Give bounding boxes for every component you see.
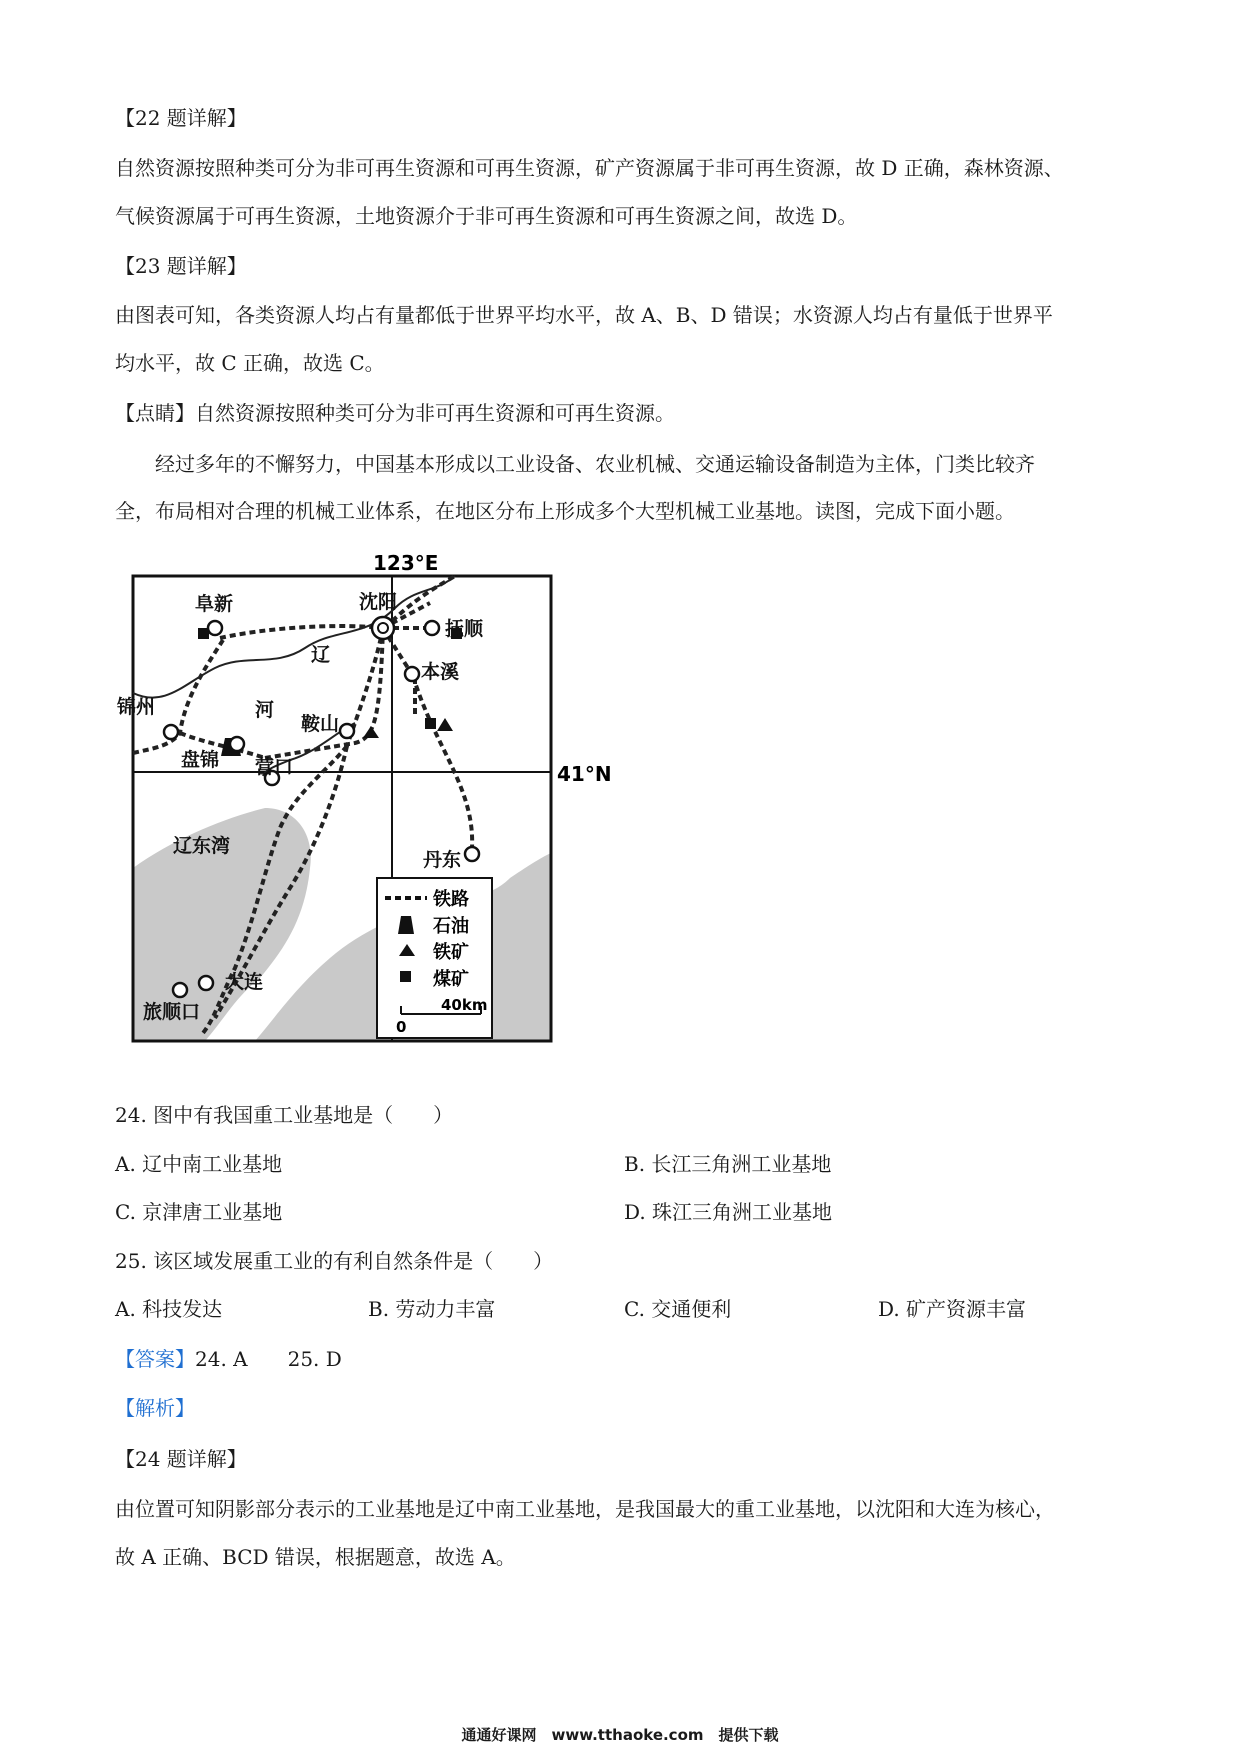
city-benxi xyxy=(405,667,419,681)
city-dalian xyxy=(199,976,213,990)
q24-detail-line-2: 故 A 正确、BCD 错误，根据题意，故选 A。 xyxy=(115,1545,516,1569)
label-panjin: 盘锦 xyxy=(181,749,220,771)
label-dandong: 丹东 xyxy=(423,849,462,871)
q24-detail-heading: 【24 题详解】 xyxy=(115,1447,247,1471)
city-dandong xyxy=(465,847,479,861)
label-anshan: 鞍山 xyxy=(301,713,340,735)
dianjing-note: 【点睛】自然资源按照种类可分为非可再生资源和可再生资源。 xyxy=(115,401,675,425)
label-yingkou: 营口 xyxy=(255,756,294,778)
answer-label: 【答案】 xyxy=(115,1347,195,1371)
q24-option-b: B. 长江三角洲工业基地 xyxy=(624,1152,832,1176)
q25-option-a: A. 科技发达 xyxy=(115,1297,223,1321)
svg-text:铁矿: 铁矿 xyxy=(433,942,469,963)
q25-option-c: C. 交通便利 xyxy=(624,1297,732,1321)
label-river-liao: 辽 xyxy=(311,644,331,666)
label-lushunkou: 旅顺口 xyxy=(143,1001,201,1023)
svg-text:煤矿: 煤矿 xyxy=(433,969,469,990)
label-jinzhou: 锦州 xyxy=(117,696,156,718)
analysis-label: 【解析】 xyxy=(115,1396,195,1420)
svg-text:0: 0 xyxy=(396,1018,407,1036)
page-footer: 通通好课网 www.tthaoke.com 提供下载 xyxy=(461,1726,779,1744)
map-legend xyxy=(377,878,492,1038)
svg-text:40km: 40km xyxy=(441,996,488,1014)
q25-option-d: D. 矿产资源丰富 xyxy=(878,1297,1027,1321)
answer-text: 24. A 25. D xyxy=(195,1347,342,1371)
q23-body-line-2: 均水平，故 C 正确，故选 C。 xyxy=(115,351,385,375)
label-liaodong-bay: 辽东湾 xyxy=(173,835,231,857)
q24-option-a: A. 辽中南工业基地 xyxy=(115,1152,283,1176)
label-river-he: 河 xyxy=(255,699,275,721)
q25-stem: 25. 该区域发展重工业的有利自然条件是（ ） xyxy=(115,1249,554,1273)
city-fushun xyxy=(425,621,439,635)
label-shenyang: 沈阳 xyxy=(359,591,398,613)
intro-line-2: 全，布局相对合理的机械工业体系，在地区分布上形成多个大型机械工业基地。读图，完成下面小题。 xyxy=(115,499,1015,523)
coal-mine-icon xyxy=(425,718,436,729)
city-jinzhou xyxy=(164,725,178,739)
q22-heading: 【22 题详解】 xyxy=(115,106,247,130)
label-fuxin: 阜新 xyxy=(195,593,234,615)
q22-body-line-1: 自然资源按照种类可分为非可再生资源和可再生资源，矿产资源属于非可再生资源，故 D 正确，森林资源、 xyxy=(115,156,1064,180)
city-anshan xyxy=(340,724,354,738)
answer-line xyxy=(115,1346,342,1372)
q23-body-line-1: 由图表可知，各类资源人均占有量都低于世界平均水平，故 A、B、D 错误；水资源人均占有量低于世界平 xyxy=(115,303,1053,327)
longitude-label: 123°E xyxy=(373,551,439,575)
q24-detail-line-1: 由位置可知阴影部分表示的工业基地是辽中南工业基地，是我国最大的重工业基地，以沈阳和大连为核心， xyxy=(115,1497,1055,1521)
city-lushunkou xyxy=(173,983,187,997)
intro-line-1: 经过多年的不懈努力，中国基本形成以工业设备、农业机械、交通运输设备制造为主体，门类比较齐 xyxy=(115,452,1035,476)
label-dalian: 大连 xyxy=(225,971,264,993)
svg-text:石油: 石油 xyxy=(433,916,469,937)
q24-option-c: C. 京津唐工业基地 xyxy=(115,1200,283,1224)
q22-body-line-2: 气候资源属于可再生资源，土地资源介于非可再生资源和可再生资源之间，故选 D。 xyxy=(115,204,858,228)
city-shenyang xyxy=(372,617,394,639)
liaoning-industrial-map xyxy=(115,548,635,1073)
label-fushun: 抚顺 xyxy=(445,618,484,640)
city-panjin xyxy=(230,737,244,751)
svg-text:铁路: 铁路 xyxy=(433,889,469,910)
latitude-label: 41°N xyxy=(557,762,612,786)
q24-option-d: D. 珠江三角洲工业基地 xyxy=(624,1200,833,1224)
q23-heading: 【23 题详解】 xyxy=(115,254,247,278)
q25-option-b: B. 劳动力丰富 xyxy=(368,1297,496,1321)
q24-stem: 24. 图中有我国重工业基地是（ ） xyxy=(115,1103,454,1127)
label-benxi: 本溪 xyxy=(421,661,460,683)
city-fuxin xyxy=(208,621,222,635)
